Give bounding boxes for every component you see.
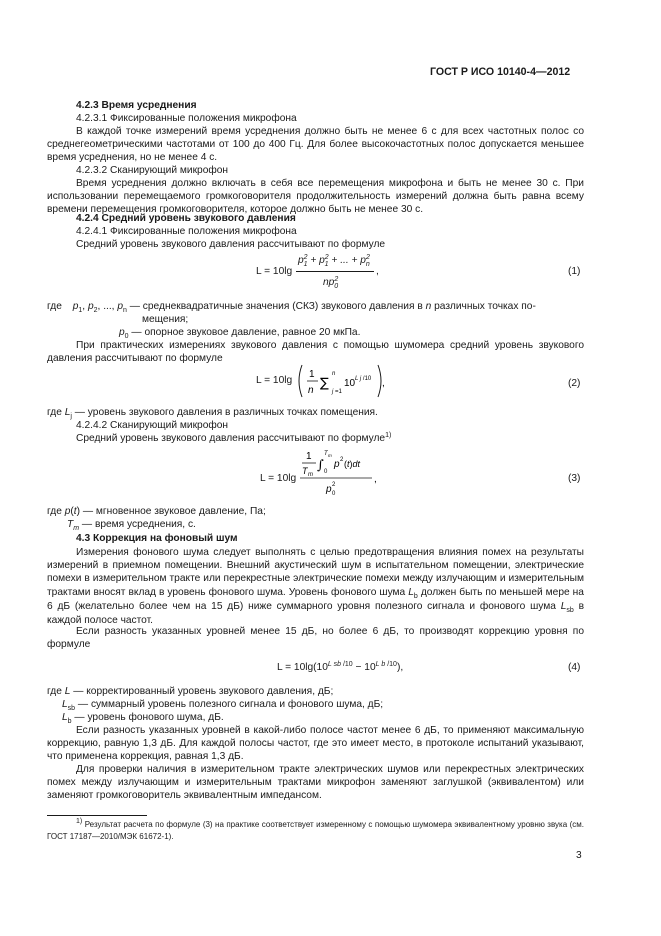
paragraph-4-2-3-1: В каждой точке измерений время усреднения должно быть не менее 6 с для всех частотных полос со среднегеометрическими частотами от 100 до 400 Гц. Для более высокочастотных полос допускается меньшее время усреднения, но не менее 4 с.	[47, 126, 584, 164]
subsection-4-2-3-1: 4.2.3.1 Фиксированные положения микрофона	[76, 113, 297, 124]
where-lj: где $L_j$ — уровень звукового давления в различных точках помещения.	[47, 407, 378, 420]
svg-text:m: m	[328, 453, 332, 458]
paragraph-4-3-a: Измерения фонового шума следует выполнять с целью предотвращения влияния помех на результаты измерений в приемном помещении. Внешний акустический шум в испытательном помещении, электрические помехи в измерительном тракте или перекрестные электрические помехи между излучающим и измерительным трактами вносят вклад в уровень фонового шума. Уровень фонового шума $L_b$ должен быть по меньшей мере на 6 дБ (желательно более чем на 15 дБ) ниже суммарного уровня полезного сигнала и фонового шума $L_{sb}$ в каждой полосе частот.	[47, 547, 584, 627]
svg-text:2: 2	[332, 482, 336, 488]
paragraph-4-3-d: Для проверки наличия в измерительном тракте электрических шумов или перекрестных электрических помех между излучающим и измерительным трактами микрофон заменяют заглушкой (эквивалентом) или заменяют громкоговоритель эквивалентным импедансом.	[47, 764, 584, 802]
equation-number-4: (4)	[568, 662, 581, 673]
where-l: где L — корректированный уровень звукового давления, дБ;	[47, 686, 334, 697]
svg-text:10: 10	[344, 378, 356, 389]
where-pt: где p(t) — мгновенное звуковое давление, Па;	[47, 506, 266, 517]
section-4-2-3-title: 4.2.3 Время усреднения	[76, 100, 197, 111]
where-p0: $p_0$ — опорное звуковое давление, равное 20 мкПа.	[119, 327, 361, 340]
where-p1-pn: где $p_1$, $p_2$, ..., $p_n$ — среднеквадратичные значения (СКЗ) звукового давления в n различных точках по-	[47, 301, 536, 314]
svg-text:T: T	[324, 451, 328, 457]
paragraph-4-3-b: Если разность указанных уровней менее 15 дБ, но более 6 дБ, то производят коррекцию уровня по формуле	[47, 626, 584, 651]
paragraph-4-2-3-2: Время усреднения должно включать в себя все перемещения микрофона и быть не менее 30 с. При использовании перемещаемого громкоговорителя продолжительность измерений должна быть равна всему времени перемещения громкоговорителя, которое должно быть не менее 30 с.	[47, 178, 584, 216]
footnote-separator	[47, 815, 147, 816]
svg-text:L j /10: L j /10	[355, 376, 372, 382]
subsection-4-2-3-2: 4.2.3.2 Сканирующий микрофон	[76, 165, 229, 176]
svg-text:,: ,	[374, 474, 377, 485]
paragraph-4-3-c: Если разность указанных уровней в какой-либо полосе частот менее 6 дБ, то применяют максимальную коррекцию, равную 1,3 дБ. Для каждой полосы частот, где это имеет место, в протоколе испытаний указывают, что применена коррекция, равная 1,3 дБ.	[47, 725, 584, 763]
where-tm: $T_m$ — время усреднения, с.	[67, 519, 196, 532]
svg-text:T: T	[302, 466, 308, 476]
where-lb: $L_b$ — уровень фонового шума, дБ.	[62, 712, 224, 725]
document-header: ГОСТ Р ИСО 10140-4—2012	[430, 66, 571, 78]
svg-text:,: ,	[382, 378, 385, 389]
svg-text:∑: ∑	[320, 376, 329, 391]
paragraph-4-2-4-1: Средний уровень звукового давления рассчитывают по формуле	[76, 239, 386, 250]
svg-text:0: 0	[332, 491, 336, 497]
section-4-3-title: 4.3 Коррекция на фоновый шум	[76, 533, 238, 544]
svg-text:2: 2	[340, 457, 344, 463]
svg-text:1: 1	[309, 369, 315, 380]
equation-number-3: (3)	[568, 473, 581, 484]
svg-text:p: p	[334, 459, 340, 470]
svg-text:(t)dt: (t)dt	[344, 459, 361, 469]
page-number: 3	[576, 850, 582, 861]
svg-text:∫: ∫	[317, 458, 324, 473]
subsection-4-2-4-2: 4.2.4.2 Сканирующий микрофон	[76, 420, 229, 431]
footnote: 1) Результат расчета по формуле (3) на практике соответствует измеренному с помощью шумомера эквивалентному уровню звука (см. ГОСТ 17187—2010/МЭК 61672-1).	[47, 818, 584, 841]
svg-text:m: m	[308, 472, 313, 478]
equation-number-2: (2)	[568, 378, 581, 389]
where-lsb: $L_{sb}$ — суммарный уровень полезного сигнала и фонового шума, дБ;	[62, 699, 384, 712]
svg-text:j =1: j =1	[332, 389, 342, 395]
svg-text:p: p	[326, 484, 332, 495]
svg-text:n: n	[332, 371, 336, 377]
where-p1-cont: мещения;	[142, 314, 189, 325]
paragraph-4-2-4-1-b: При практических измерениях звукового давления с помощью шумомера средний уровень звукового давления рассчитывают по формуле	[47, 340, 584, 365]
svg-text:n: n	[308, 385, 314, 396]
paragraph-4-2-4-2: Средний уровень звукового давления рассчитывают по формуле$^{1)}$	[76, 432, 392, 444]
section-4-2-4-title: 4.2.4 Средний уровень звукового давления	[76, 213, 296, 224]
svg-text:1: 1	[306, 451, 312, 462]
subsection-4-2-4-1: 4.2.4.1 Фиксированные положения микрофона	[76, 226, 297, 237]
svg-text:0: 0	[324, 469, 328, 475]
equation-number-1: (1)	[568, 266, 581, 277]
